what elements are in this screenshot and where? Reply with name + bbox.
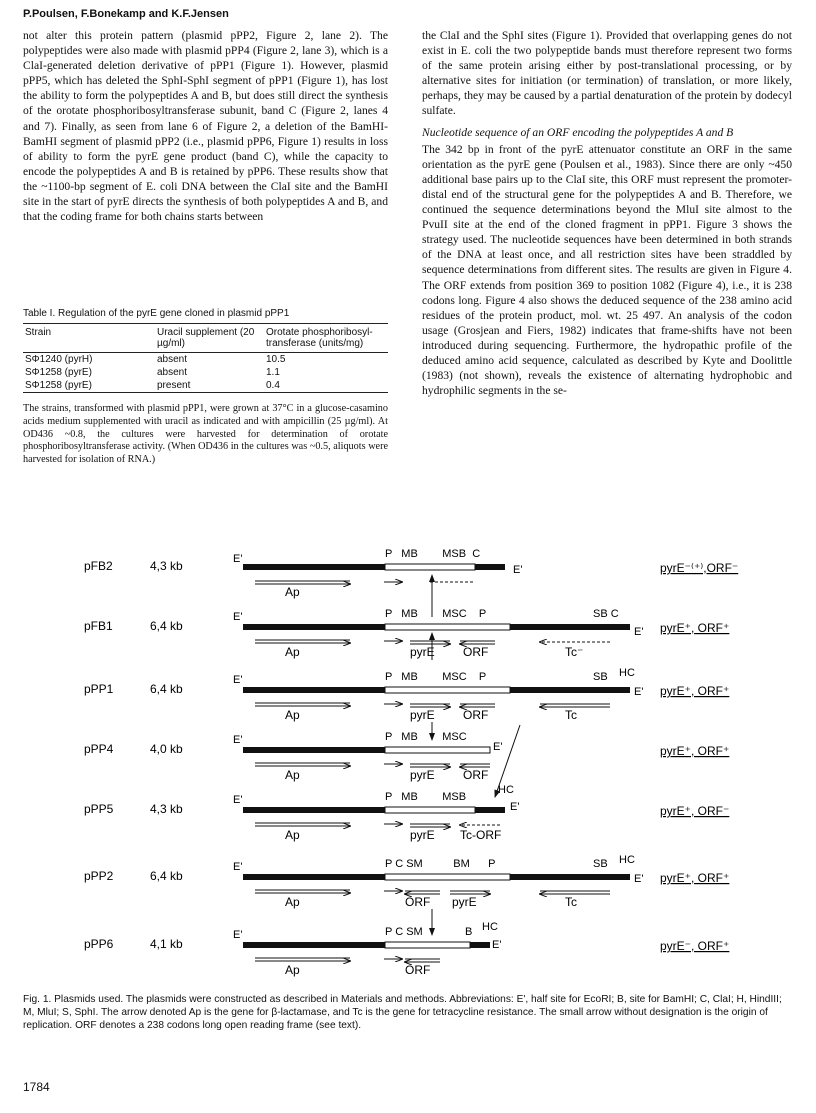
col-header-uracil: Uracil supplement (20 µg/ml): [155, 324, 264, 353]
vector-segment: [243, 807, 385, 813]
plasmid-size: 4,3 kb: [150, 802, 183, 816]
vector-segment: [243, 942, 385, 948]
plasmid-row-ppp6: [84, 921, 729, 977]
ap-label: Ap: [285, 828, 300, 842]
restriction-sites: HC: [482, 921, 498, 933]
table-1: [23, 308, 388, 467]
plasmid-map-figure: [0, 535, 816, 990]
restriction-sites: SB: [593, 671, 608, 683]
ecori-label: E': [233, 929, 243, 941]
ecori-label: E': [493, 741, 503, 753]
cell-activity: 0.4: [264, 379, 388, 393]
ecori-label: E': [233, 734, 243, 746]
vector-segment: [243, 747, 385, 753]
ap-label: Ap: [285, 963, 300, 977]
cell-activity: 10.5: [266, 354, 286, 365]
plasmid-size: 4,1 kb: [150, 937, 183, 951]
restriction-sites: HC: [498, 784, 514, 796]
plasmid-name: pPP1: [84, 682, 114, 696]
tc-orf-label: Tc-ORF: [460, 828, 502, 842]
restriction-sites: P MB MSC P: [385, 671, 487, 683]
plasmid-size: 4,3 kb: [150, 559, 183, 573]
cell-strain: SΦ1258 (pyrE): [23, 379, 155, 393]
restriction-sites: SB: [593, 858, 608, 870]
genotype: pyrE⁺, ORF⁺: [660, 621, 730, 635]
ecori-label: E': [233, 861, 243, 873]
restriction-sites: SB C: [593, 608, 619, 620]
ecori-label: E': [510, 801, 520, 813]
vector-segment: [243, 687, 385, 693]
table-title: Table I. Regulation of the pyrE gene cloned in plasmid pPP1: [23, 308, 290, 319]
vector-segment: [510, 687, 630, 693]
orf-label: ORF: [463, 708, 489, 722]
plasmid-name: pPP4: [84, 742, 114, 756]
plasmid-row-pfb1: [84, 608, 729, 659]
genotype: pyrE⁻⁽⁺⁾,ORF⁻: [660, 561, 739, 575]
vector-segment: [475, 807, 505, 813]
insert-segment: [385, 747, 490, 753]
plasmid-row-ppp1: [84, 667, 729, 722]
orf-label: ORF: [463, 645, 489, 659]
vector-segment: [510, 624, 630, 630]
ecori-label: E': [634, 873, 644, 885]
ap-label: Ap: [285, 585, 300, 599]
cell-uracil: absent: [157, 354, 188, 365]
running-header: P.Poulsen, F.Bonekamp and K.F.Jensen: [23, 8, 229, 20]
cell-activity: 1.1: [266, 367, 280, 378]
vector-segment: [243, 874, 385, 880]
table-footnote: The strains, transformed with plasmid pPP1, were grown at 37°C in a glucose-casamino acids medium supplemented with uracil as indicated and with ampicillin (25 µg/ml). At OD436 ~0.8, the cultures were harvested for determination of orotate phosphoribosyltransferase activity. (When OD436 in the cultures was ~0.5, aliquots were harvested for isolation of RNA.): [23, 403, 388, 466]
plasmid-size: 6,4 kb: [150, 619, 183, 633]
restriction-sites: P C SM BM P: [385, 858, 496, 870]
vector-segment: [475, 564, 505, 570]
cell-strain: SΦ1258 (pyrE): [25, 367, 92, 378]
tc-label: Tc⁻: [565, 645, 584, 659]
table-row: [23, 379, 388, 393]
restriction-sites: B: [465, 926, 473, 938]
pyre-label: pyrE: [410, 708, 435, 722]
figure-caption: Fig. 1. Plasmids used. The plasmids were constructed as described in Materials and methods. Abbreviations: E', half site for EcoRI; B, site for BamHI; C, ClaI; H, HindIII; M, MluI; S, SphI. The arrow denoted Ap is the gene for β-lactamase, and Tc is the gene for tetracycline resistance. The small arrow without designation is the origin of replication. ORF denotes a 238 codons long open reading frame (see text).: [23, 994, 782, 1031]
pyre-label: pyrE: [410, 645, 435, 659]
ecori-label: E': [634, 626, 644, 638]
plasmid-name: pPP2: [84, 869, 114, 883]
ap-label: Ap: [285, 645, 300, 659]
plasmid-size: 4,0 kb: [150, 742, 183, 756]
insert-segment: [385, 687, 510, 693]
regulation-table: [23, 323, 388, 393]
ecori-label: E': [233, 794, 243, 806]
ap-label: Ap: [285, 895, 300, 909]
plasmid-row-ppp2: [84, 854, 729, 909]
genotype: pyrE⁻, ORF⁺: [660, 939, 730, 953]
ecori-label: E': [233, 611, 243, 623]
plasmid-row-ppp5: [84, 784, 729, 842]
ecori-label: E': [513, 564, 523, 576]
orf-label: ORF: [405, 963, 431, 977]
vector-segment: [510, 874, 630, 880]
insert-segment: [385, 807, 475, 813]
pyre-label: pyrE: [410, 768, 435, 782]
genotype: pyrE⁺, ORF⁺: [660, 744, 730, 758]
vector-segment: [243, 624, 385, 630]
col-header-strain: Strain: [23, 324, 155, 353]
restriction-sites: HC: [619, 854, 635, 866]
plasmid-size: 6,4 kb: [150, 682, 183, 696]
plasmid-size: 6,4 kb: [150, 869, 183, 883]
page-number: 1784: [23, 1080, 50, 1094]
restriction-sites: P C SM: [385, 926, 423, 938]
orf-label: ORF: [463, 768, 489, 782]
pyre-label: pyrE: [452, 895, 477, 909]
pyre-label: pyrE: [410, 828, 435, 842]
left-paragraph: not alter this protein pattern (plasmid pPP2, Figure 2, lane 2). The polypeptides were also made with plasmid pPP4 (Figure 2, lane 3), which is a ClaI-generated deletion derivative of pPP1 (Figure 1). However, plasmid pPP5, which has deleted the SphI-SphI segment of pPP1 (Figure 1), has lost the ability to form the polypeptides A and B, but does still direct the synthesis of the orotate phosphoribosyltransferase subunit, band C (Figure 2, lanes 4 and 7). Finally, as seen from lane 6 of Figure 2, a deletion of the BamHI-BamHI segment of plasmid pPP2 (i.e., plasmid pPP6, Figure 1) results in loss of ability to form the pyrE gene product (band C), while the capacity to encode the polypeptides A and B is retained by pPP6. These results show that the ~1100-bp segment of E. coli DNA between the ClaI site and the BamHI site in the start of pyrE directs the synthesis of both polypeptides A and B, and that the coding frame for both chains starts between: [23, 29, 388, 224]
plasmid-row-ppp4: [84, 731, 729, 782]
section-subheading: Nucleotide sequence of an ORF encoding the polypeptides A and B: [422, 125, 734, 139]
col-header-activity: Orotate phosphoribosyl-transferase (units/mg): [264, 324, 388, 353]
vector-segment: [243, 564, 385, 570]
plasmid-name: pPP6: [84, 937, 114, 951]
orf-label: ORF: [405, 895, 431, 909]
cell-uracil: absent: [157, 367, 188, 378]
plasmid-name: pFB2: [84, 559, 113, 573]
table-row: [23, 353, 388, 367]
ecori-label: E': [492, 939, 502, 951]
ap-label: Ap: [285, 768, 300, 782]
plasmid-row-pfb2: [84, 548, 738, 599]
insert-segment: [385, 942, 470, 948]
cell-uracil: present: [155, 379, 264, 393]
insert-segment: [385, 624, 510, 630]
right-paragraph-2: The 342 bp in front of the pyrE attenuator constitute an ORF in the same orientation as the pyrE gene (Poulsen et al., 1983). Since there are only ~450 additional base pairs up to the ClaI site, this ORF must represent the promoter-distal end of the structural gene for the polypeptides A and B. Therefore, we continued the sequence determinations beyond the MluI site almost to the PvuII site at the end of the cloned fragment in pPP1. Figure 3 shows the strategy used. The nucleotide sequences have been determined in both strands of the DNA at least once, and all restriction sites have been straddled by sequence determinations from different sites. The results are given in Figure 4. The ORF extends from position 369 to position 1082 (Figure 4), i.e., it is 238 codons long. Figure 4 also shows the deduced sequence of the 238 amino acid residues of the protein product, mol. wt. 25 497. An analysis of the codon usage (Grosjean and Fiers, 1982) indicates that frame-shifts have not been introduced during sequencing. Furthermore, the hydropathic profile of the deduced amino acid sequence, calculated as described by Kyte and Doolittle (1983) (not shown), reveals the existence of alternating hydrophobic and hydrophilic segments in the se-: [422, 142, 792, 398]
tc-label: Tc: [565, 895, 577, 909]
right-column: [422, 28, 792, 398]
cell-strain: SΦ1240 (pyrH): [25, 354, 93, 365]
ap-label: Ap: [285, 708, 300, 722]
restriction-sites: HC: [619, 667, 635, 679]
vector-segment: [470, 942, 490, 948]
genotype: pyrE⁺, ORF⁺: [660, 871, 730, 885]
tc-label: Tc: [565, 708, 577, 722]
restriction-sites: P MB MSC P: [385, 608, 487, 620]
restriction-sites: P MB MSC: [385, 731, 467, 743]
table-row: [23, 366, 388, 379]
left-column: [23, 28, 388, 224]
plasmid-name: pFB1: [84, 619, 113, 633]
insert-segment: [385, 874, 510, 880]
restriction-sites: P MB MSB: [385, 791, 467, 803]
ecori-label: E': [233, 553, 243, 565]
right-paragraph-1: the ClaI and the SphI sites (Figure 1). Provided that overlapping genes do not exist in E. coli the two polypeptide bands must therefore represent two forms of the same protein arising either by post-translational processing, or by alternative sites for initiation (or termination) of translation, or more likely, perhaps, they may be caused by a partial denaturation of the protein by dodecyl sulfate.: [422, 29, 792, 118]
insert-segment: [385, 564, 475, 570]
ecori-label: E': [634, 686, 644, 698]
genotype: pyrE⁺, ORF⁻: [660, 804, 730, 818]
ecori-label: E': [233, 674, 243, 686]
plasmid-name: pPP5: [84, 802, 114, 816]
genotype: pyrE⁺, ORF⁺: [660, 684, 730, 698]
restriction-sites: P MB MSB C: [385, 548, 481, 560]
